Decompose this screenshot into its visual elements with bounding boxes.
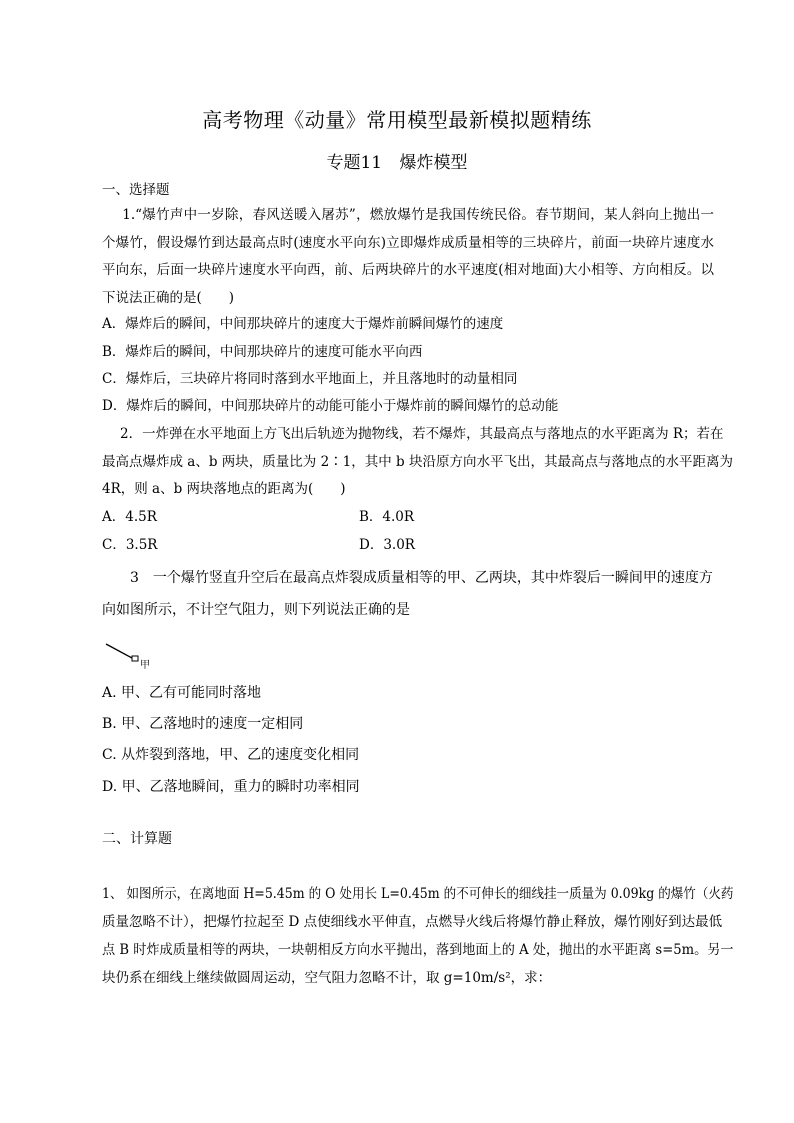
q3-option-b: B. 甲、乙落地时的速度一定相同 — [102, 716, 304, 732]
q3-option-a: A. 甲、乙有可能同时落地 — [102, 685, 262, 701]
question-3-text: 3 一个爆竹竖直升空后在最高点炸裂成质量相等的甲、乙两块，其中炸裂后一瞬间甲的速度方向如图所示，不计空气阻力，则下列说法正确的是 — [102, 570, 713, 618]
calc-1-line-1: 1、 如图所示，在离地面 H=5.45m 的 O 处用长 L=0.45m 的不可伸长的细线挂一质量为 0.09kg 的爆竹（火药 — [102, 886, 734, 902]
q3-option-d: D. 甲、乙落地瞬间，重力的瞬时功率相同 — [102, 779, 360, 795]
section-heading-calculation: 二、计算题 — [102, 831, 172, 847]
page-title: 高考物理《动量》常用模型最新模拟题精练 — [202, 108, 592, 132]
q1-option-b: B．爆炸后的瞬间，中间那块碎片的速度可能水平向西 — [102, 344, 423, 360]
calc-1-line-3: 点 B 时炸成质量相等的两块，一块朝相反方向水平抛出，落到地面上的 A 处，抛出的水平距离 s=5m。另一 — [102, 942, 734, 958]
velocity-line — [106, 644, 132, 658]
question-1-text: 1.“爆竹声中一岁除，春风送暖入屠苏”，燃放爆竹是我国传统民俗。春节期间，某人斜向上抛出一个爆竹，假设爆竹到达最高点时(速度水平向东)立即爆炸成质量相等的三块碎片，前面一块碎片速度水平向东，后面一块碎片速度水平向西，前、后两块碎片的水平速度(相对地面)大小相等、方向相反。以下说法正确的是( ) — [102, 207, 714, 306]
question-2-line-2: 最高点爆炸成 a、b 两块，质量比为 2∶1，其中 b 块沿原方向水平飞出，其最高点与落地点的水平距离为 — [102, 454, 733, 470]
q2-option-d: D．3.0R — [359, 537, 415, 553]
calc-1-line-4: 块仍系在细线上继续做圆周运动，空气阻力忽略不计，取 g=10m/s²，求： — [102, 970, 552, 986]
q1-option-d: D．爆炸后的瞬间，中间那块碎片的动能可能小于爆炸前的瞬间爆竹的总动能 — [102, 398, 559, 414]
section-heading-choice: 一、选择题 — [102, 182, 170, 198]
q1-option-a: A．爆炸后的瞬间，中间那块碎片的速度大于爆炸前瞬间爆竹的速度 — [102, 316, 504, 332]
q2-option-a: A．4.5R — [102, 509, 157, 525]
topic-name: 爆炸模型 — [399, 153, 468, 173]
question-2-line-3: 4R，则 a、b 两块落地点的距离为( ) — [102, 481, 346, 497]
question-3-figure — [100, 638, 160, 670]
figure-label-jia: 甲 — [140, 660, 150, 671]
topic-number: 专题11 — [326, 153, 383, 173]
page-subtitle — [0, 148, 794, 173]
velocity-arrow-diagram — [100, 638, 160, 670]
q1-option-c: C．爆炸后，三块碎片将同时落到水平地面上，并且落地时的动量相同 — [102, 371, 518, 387]
fragment-box — [132, 656, 138, 661]
question-2-line-1: 2．一炸弹在水平地面上方飞出后轨迹为抛物线，若不爆炸，其最高点与落地点的水平距离为 R；若在 — [120, 426, 724, 442]
calc-1-line-2: 质量忽略不计），把爆竹拉起至 D 点使细线水平伸直，点燃导火线后将爆竹静止释放，爆竹刚好到达最低 — [102, 914, 723, 930]
q3-option-c: C. 从炸裂到落地，甲、乙的速度变化相同 — [102, 747, 360, 763]
q2-option-c: C．3.5R — [102, 537, 158, 553]
q2-option-b: B．4.0R — [359, 509, 415, 525]
